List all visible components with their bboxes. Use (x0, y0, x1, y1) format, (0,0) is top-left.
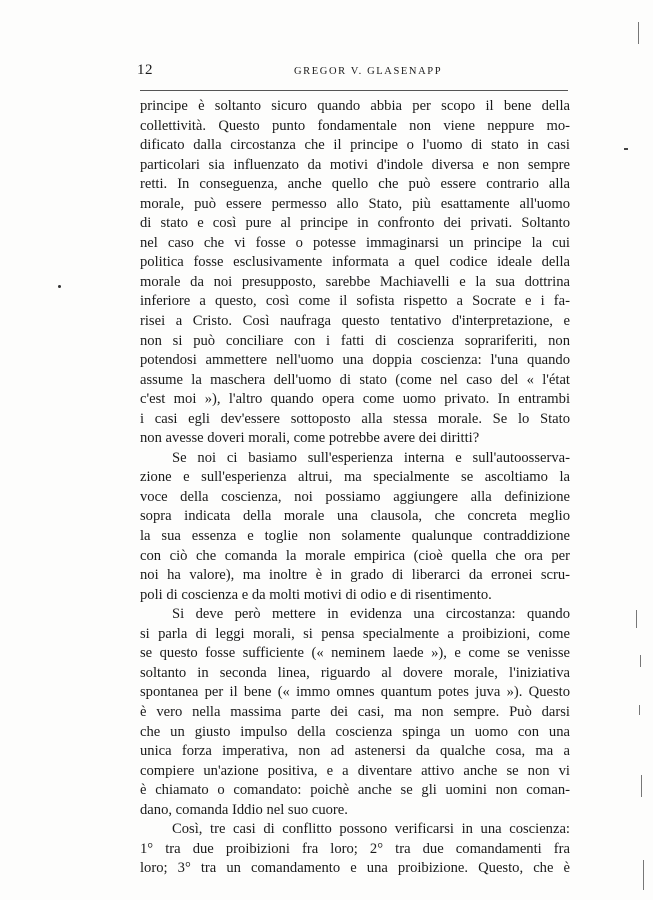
page-number: 12 (137, 62, 153, 78)
text-line: morale da noi presupposto, sarebbe Machiavelli e la sua dottrina (140, 273, 570, 290)
text-line: è chiamato o comandato: poichè anche se gli uomini non coman- (140, 782, 570, 799)
edge-tick (638, 22, 639, 44)
margin-mark (624, 148, 628, 150)
edge-tick (643, 860, 644, 890)
text-line: la sua essenza e toglie non solamente qualunque contraddizione (140, 528, 570, 545)
header-rule (140, 90, 568, 91)
text-line: dificato dalla circostanza che il principe o l'uomo di stato in casi (140, 137, 570, 154)
text-line: 1° tra due proibizioni fra loro; 2° tra due comandamenti fra (140, 840, 570, 857)
text-line: che un giusto impulso della coscienza spinga un uomo con una (140, 723, 570, 740)
text-line: potendosi ammettere nell'uomo una doppia coscienza: l'una quando (140, 352, 570, 369)
paragraph-start-line: Se noi ci basiamo sull'esperienza interna e sull'autoosserva- (172, 449, 570, 466)
text-line: c'est moi »), l'altro quando opera come uomo privato. In entrambi (140, 391, 570, 408)
text-line: collettività. Questo punto fondamentale non viene neppure mo- (140, 117, 570, 134)
text-line: sopra indicata della morale una clausola, che concreta meglio (140, 508, 570, 525)
edge-tick (636, 610, 637, 628)
text-line: è vero nella massima parte dei casi, ma non sempre. Può darsi (140, 703, 570, 720)
text-line: assume la maschera dell'uomo di stato (come nel caso del « l'état (140, 371, 570, 388)
text-line: nel caso che vi fosse o potesse immaginarsi un principe la cui (140, 234, 570, 251)
text-line: risei a Cristo. Così naufraga questo tentativo d'interpretazione, e (140, 313, 570, 330)
text-line: si parla di leggi morali, si pensa specialmente a proibizioni, come (140, 625, 570, 642)
running-head: GREGOR V. GLASENAPP (294, 66, 443, 77)
text-line: retti. In conseguenza, anche quello che può essere contrario alla (140, 176, 570, 193)
paragraph-start-line: Così, tre casi di conflitto possono verificarsi in una coscienza: (172, 821, 570, 838)
text-line: i casi egli dev'essere sottoposto alla stessa morale. Se lo Stato (140, 410, 570, 427)
text-line: se questo fosse sufficiente (« neminem laede »), e come se venisse (140, 645, 570, 662)
paragraph-end-line: dano, comanda Iddio nel suo cuore. (140, 801, 348, 818)
text-line: di stato e così pure al principe in confronto dei privati. Soltanto (140, 215, 570, 232)
text-line: inferiore a questo, così come il sofista rispetto a Socrate e i fa- (140, 293, 570, 310)
text-line: politica fosse esclusivamente informata a quel codice ideale della (140, 254, 570, 271)
text-line: noi ha valore), ma inoltre è in grado di liberarci da erronei scru- (140, 567, 570, 584)
margin-dot (58, 285, 61, 288)
text-line: particolari sia influenzato da motivi d'indole diversa e non sempre (140, 156, 570, 173)
text-line: con ciò che comanda la morale empirica (cioè quella che ora per (140, 547, 570, 564)
text-line: soltanto in seconda linea, riguardo al dovere morale, l'iniziativa (140, 664, 570, 681)
text-line: voce della coscienza, noi possiamo aggiungere alla definizione (140, 488, 570, 505)
text-line: zione e sull'esperienza altrui, ma specialmente se ascoltiamo la (140, 469, 570, 486)
paragraph-end-line: poli di coscienza e da molti motivi di odio e di risentimento. (140, 586, 492, 603)
text-line: non si può conciliare con i fatti di coscienza soprariferiti, non (140, 332, 570, 349)
edge-tick (639, 705, 640, 715)
paragraph-end-line: non avesse doveri morali, come potrebbe avere dei diritti? (140, 430, 480, 447)
text-line: unica forza imperativa, non ad astenersi da qualche cosa, ma a (140, 743, 570, 760)
edge-tick (641, 775, 642, 797)
text-line: loro; 3° tra un comandamento e una proibizione. Questo, che è (140, 860, 570, 877)
text-line: morale, può essere permesso allo Stato, più esattamente all'uomo (140, 195, 570, 212)
paragraph-start-line: Si deve però mettere in evidenza una circostanza: quando (172, 606, 570, 623)
text-line: compiere un'azione positiva, e a diventare attivo anche se non vi (140, 762, 570, 779)
text-line: principe è soltanto sicuro quando abbia per scopo il bene della (140, 98, 570, 114)
edge-tick (640, 655, 641, 667)
body-text (140, 97, 570, 879)
text-line: spontanea per il bene (« immo omnes quantum potes juva »). Questo (140, 684, 570, 701)
